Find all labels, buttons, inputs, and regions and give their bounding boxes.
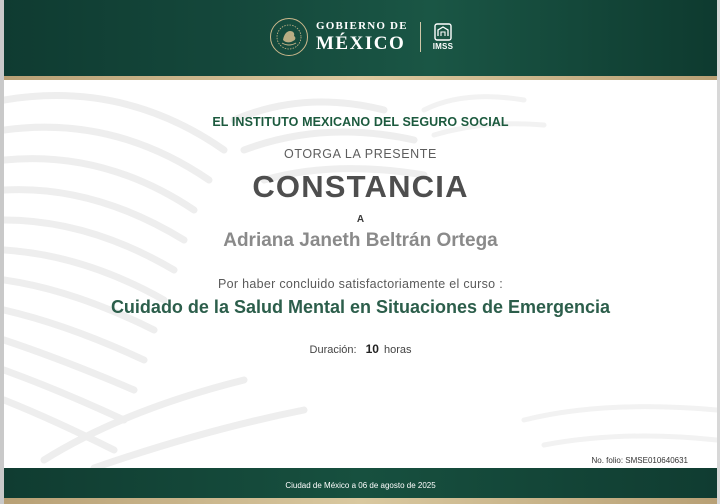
certificate-title: CONSTANCIA <box>252 169 469 204</box>
duration-row <box>4 342 717 356</box>
gobierno-wordmark <box>316 21 408 53</box>
folio-number: No. folio: SMSE010640631 <box>591 456 688 465</box>
imss-logo <box>433 23 453 51</box>
grants-text: OTORGA LA PRESENTE <box>284 147 437 161</box>
reason-text: Por haber concluido satisfactoriamente el curso : <box>218 277 503 291</box>
footer-banner <box>4 468 717 498</box>
logo-divider <box>420 22 421 52</box>
to-label: A <box>356 214 365 225</box>
duration-label: Duración: <box>309 344 357 356</box>
recipient-name: Adriana Janeth Beltrán Ortega <box>223 230 498 251</box>
gobierno-logo <box>270 17 453 57</box>
institution-name: EL INSTITUTO MEXICANO DEL SEGURO SOCIAL <box>212 115 509 129</box>
course-name: Cuidado de la Salud Mental en Situaciones de Emergencia <box>110 297 611 317</box>
footer-gold-line <box>4 498 717 504</box>
imss-emblem-icon <box>434 23 452 41</box>
imss-label: IMSS <box>432 42 454 51</box>
header-banner <box>4 0 717 76</box>
place-date: Ciudad de México a 06 de agosto de 2025 <box>285 481 436 490</box>
duration-value: 10 <box>365 342 379 356</box>
gov-line2: MÉXICO <box>316 33 406 54</box>
gov-line1: GOBIERNO DE <box>316 20 408 32</box>
eagle-seal-icon <box>270 18 308 56</box>
certificate-body <box>4 80 717 468</box>
duration-unit: horas <box>383 344 412 356</box>
